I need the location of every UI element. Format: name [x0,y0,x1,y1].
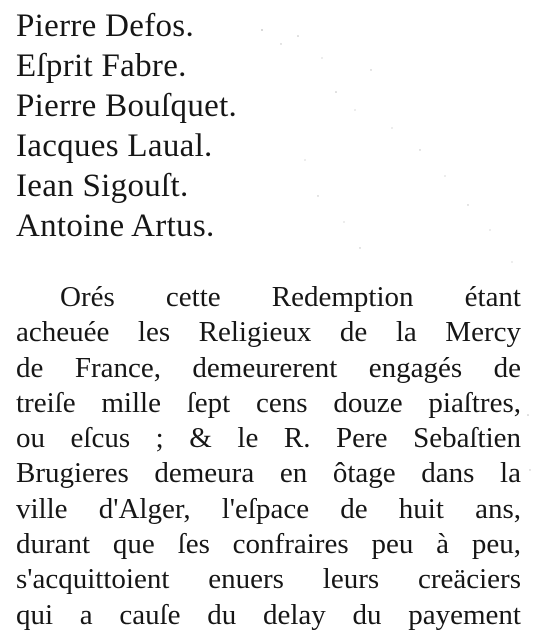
paragraph-line: s'acquittoient enuers leurs creäciers [16,563,521,596]
body-paragraph [16,280,521,633]
paragraph-line: de France, demeurerent engagés de [16,351,521,384]
paragraph-line: qui a cauſe du delay du payement [16,598,521,631]
paragraph-line: durant que ſes confraires peu à peu, [16,528,521,561]
redeemed-names-list [16,6,516,246]
paragraph-line: Orés cette Redemption étant [60,281,521,313]
paragraph-line: ville d'Alger, l'eſpace de huit ans, [16,492,521,525]
paragraph-line: Brugieres demeura en ôtage dans la [16,457,521,490]
paragraph-line: treiſe mille ſept cens douze piaſtres, [16,386,521,419]
name-line: Eſprit Fabre. [16,48,187,84]
name-line: Antoine Artus. [16,208,215,244]
name-line: Iean Sigouſt. [16,168,189,204]
name-line: Pierre Bouſquet. [16,88,238,124]
paragraph-line: acheuée les Religieux de la Mercy [16,316,521,349]
paragraph-line: ou eſcus ; & le R. Pere Sebaſtien [16,422,521,455]
name-line: Pierre Defos. [16,8,195,44]
name-line: Iacques Laual. [16,128,213,164]
